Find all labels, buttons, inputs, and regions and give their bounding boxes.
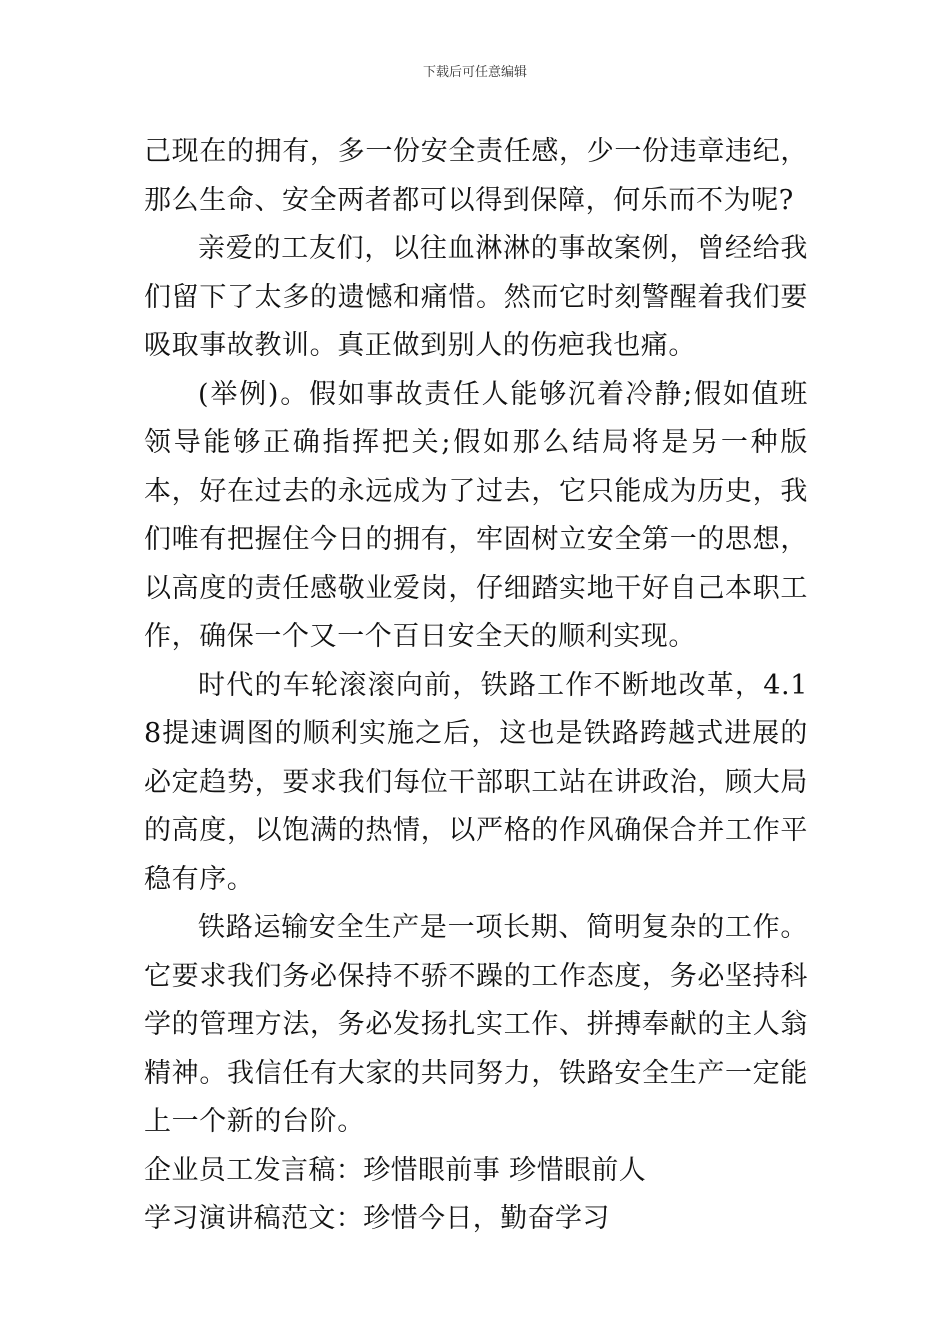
related-article-link-2[interactable]: 学习演讲稿范文：珍惜今日，勤奋学习 — [144, 1203, 610, 1234]
paragraph-5: 铁路运输安全生产是一项长期、简明复杂的工作。它要求我们务必保持不骄不躁的工作态度，务必坚持科学的管理方法，务必发扬扎实工作、拼搏奉献的主人翁精神。我信任有大家的共同努力，铁路安全生产一定能上一个新的台阶。 — [144, 912, 808, 1137]
document-body — [144, 128, 808, 1244]
related-article-link-1[interactable]: 企业员工发言稿：珍惜眼前事 珍惜眼前人 — [144, 1154, 647, 1186]
paragraph-1: 己现在的拥有，多一份安全责任感，少一份违章违纪，那么生命、安全两者都可以得到保障，何乐而不为呢? — [144, 136, 808, 216]
paragraph-3: (举例)。假如事故责任人能够沉着冷静;假如值班领导能够正确指挥把关;假如那么结局将是另一种版本，好在过去的永远成为了过去，它只能成为历史，我们唯有把握住今日的拥有，牢固树立安全第一的思想，以高度的责任感敬业爱岗，仔细踏实地干好自己本职工作，确保一个又一个百日安全天的顺利实现。 — [144, 378, 808, 652]
paragraph-2: 亲爱的工友们，以往血淋淋的事故案例，曾经给我们留下了太多的遗憾和痛惜。然而它时刻警醒着我们要吸取事故教训。真正做到别人的伤疤我也痛。 — [144, 233, 808, 361]
page-header: 下载后可任意编辑 — [422, 65, 527, 80]
paragraph-4: 时代的车轮滚滚向前，铁路工作不断地改革，4.18提速调图的顺利实施之后，这也是铁路跨越式进展的必定趋势，要求我们每位干部职工站在讲政治，顾大局的高度，以饱满的热情，以严格的作风确保合并工作平稳有序。 — [144, 669, 808, 895]
